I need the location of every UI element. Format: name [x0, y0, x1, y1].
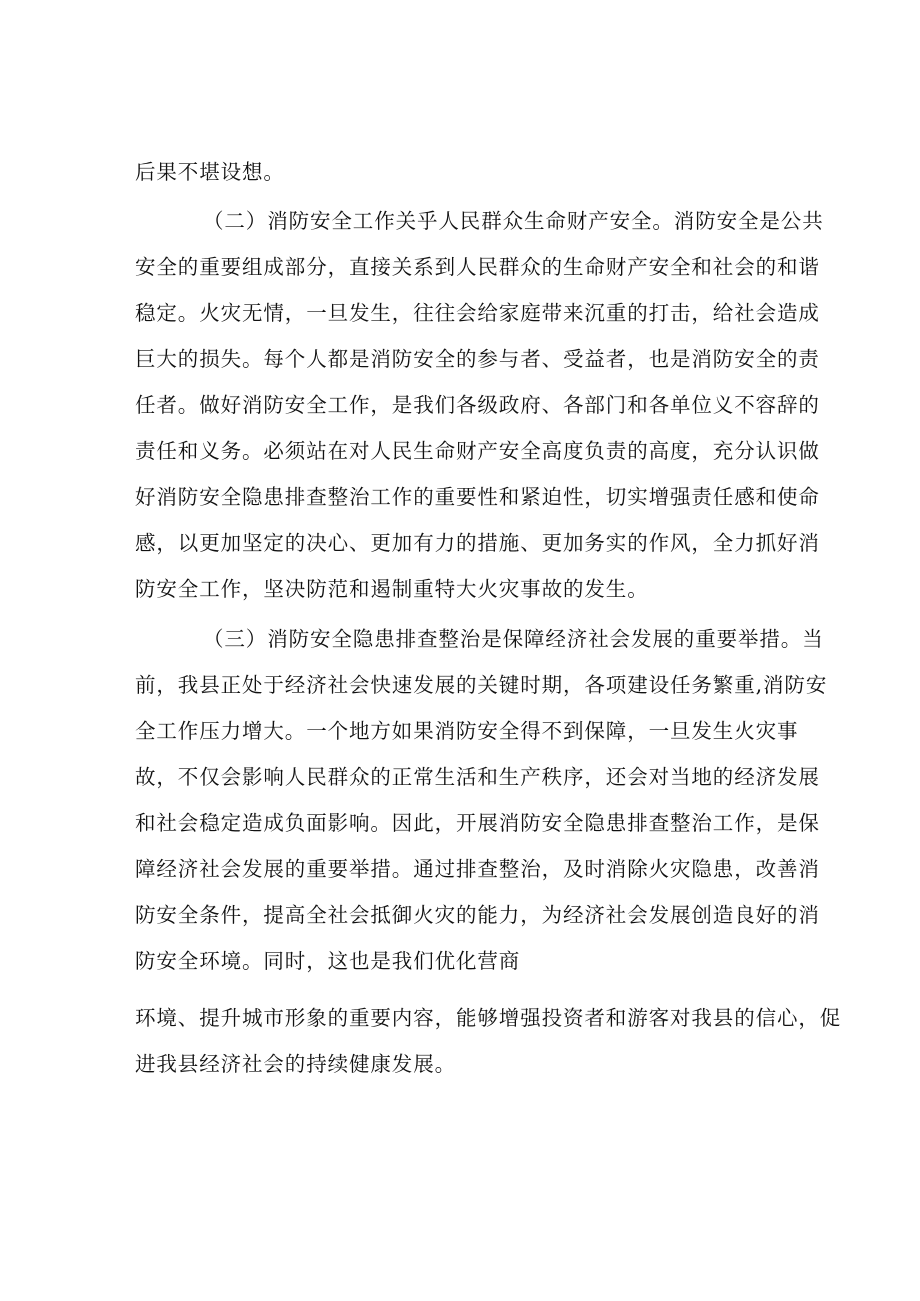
paragraph-line: 感，以更加坚定的决心、更加有力的措施、更加务实的作风，全力抓好消: [135, 531, 820, 555]
paragraph-line: 和社会稳定造成负面影响。因此，开展消防安全隐患排查整治工作，是保: [135, 811, 820, 835]
paragraph-line: 安全的重要组成部分，直接关系到人民群众的生命财产安全和社会的和谐: [135, 255, 820, 279]
paragraph-line: 障经济社会发展的重要举措。通过排查整治，及时消除火灾隐患，改善消: [135, 857, 820, 881]
paragraph-line: 防安全环境。同时，这也是我们优化营商: [135, 949, 521, 973]
paragraph-line: 防安全工作，坚决防范和遏制重特大火灾事故的发生。: [135, 577, 649, 601]
paragraph-line: 前，我县正处于经济社会快速发展的关键时期，各项建设任务繁重,消防安: [135, 673, 828, 697]
paragraph-line: 故，不仅会影响人民群众的正常生活和生产秩序，还会对当地的经济发展: [135, 765, 820, 789]
paragraph-line: 巨大的损失。每个人都是消防安全的参与者、受益者，也是消防安全的责: [135, 347, 820, 371]
paragraph-line: 责任和义务。必须站在对人民生命财产安全高度负责的高度，充分认识做: [135, 439, 820, 463]
paragraph-line: 稳定。火灾无情，一旦发生，往往会给家庭带来沉重的打击，给社会造成: [135, 301, 820, 325]
paragraph-line: 环境、提升城市形象的重要内容，能够增强投资者和游客对我县的信心，促: [135, 1006, 842, 1030]
paragraph-line: （二）消防安全工作关乎人民群众生命财产安全。消防安全是公共: [203, 209, 824, 233]
paragraph-line: 后果不堪设想。: [135, 160, 285, 184]
paragraph-line: 进我县经济社会的持续健康发展。: [135, 1052, 456, 1076]
paragraph-line: （三）消防安全隐患排查整治是保障经济社会发展的重要举措。当: [203, 627, 824, 651]
paragraph-line: 全工作压力增大。一个地方如果消防安全得不到保障，一旦发生火灾事: [135, 719, 799, 743]
paragraph-line: 防安全条件，提高全社会抵御火灾的能力，为经济社会发展创造良好的消: [135, 903, 820, 927]
paragraph-line: 好消防安全隐患排查整治工作的重要性和紧迫性，切实增强责任感和使命: [135, 485, 820, 509]
paragraph-line: 任者。做好消防安全工作，是我们各级政府、各部门和各单位义不容辞的: [135, 393, 820, 417]
